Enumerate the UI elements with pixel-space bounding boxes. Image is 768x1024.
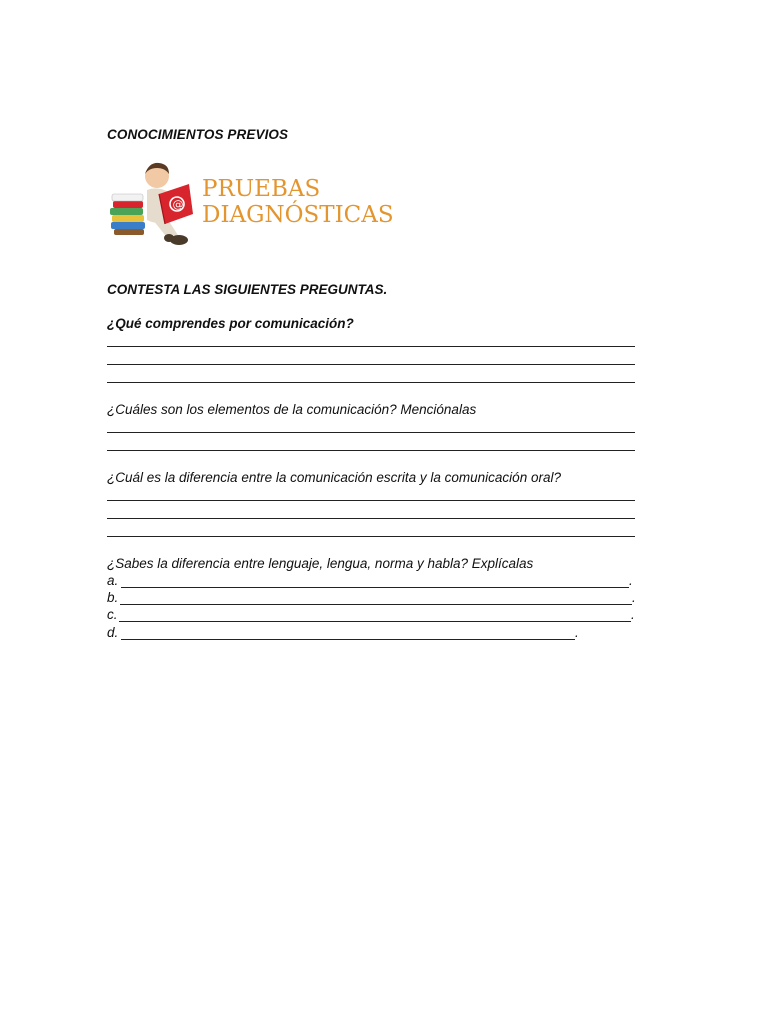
answer-line[interactable] <box>107 432 635 433</box>
option-answer-line[interactable] <box>121 587 629 588</box>
reading-child-icon <box>109 160 201 248</box>
question-4: ¿Sabes la diferencia entre lenguaje, lengua, norma y habla? Explícalas <box>107 556 534 571</box>
answer-line[interactable] <box>107 536 635 537</box>
svg-text:@: @ <box>172 198 184 211</box>
instruction-text: CONTESTA LAS SIGUIENTES PREGUNTAS. <box>107 282 388 297</box>
question-1: ¿Qué comprendes por comunicación? <box>107 316 354 331</box>
answer-line[interactable] <box>107 346 635 347</box>
question-2: ¿Cuáles son los elementos de la comunicación? Menciónalas <box>107 402 477 417</box>
logo-text <box>202 176 394 228</box>
option-a[interactable] <box>107 573 637 589</box>
option-answer-line[interactable] <box>120 604 632 605</box>
answer-line[interactable] <box>107 382 635 383</box>
section-heading: CONOCIMIENTOS PREVIOS <box>107 127 289 142</box>
option-label: d. <box>107 625 119 640</box>
option-label: b. <box>107 590 119 605</box>
logo-line-2: DIAGNÓSTICAS <box>202 202 394 228</box>
logo-line-1: PRUEBAS <box>202 176 321 202</box>
answer-line[interactable] <box>107 518 635 519</box>
option-b[interactable] <box>107 590 637 606</box>
answer-line[interactable] <box>107 364 635 365</box>
answer-line[interactable] <box>107 450 635 451</box>
option-c[interactable] <box>107 607 637 623</box>
option-end: . <box>631 607 635 622</box>
option-label: a. <box>107 573 119 588</box>
option-answer-line[interactable] <box>119 621 631 622</box>
pruebas-diagnosticas-logo <box>109 160 394 248</box>
question-3: ¿Cuál es la diferencia entre la comunicación escrita y la comunicación oral? <box>107 470 561 485</box>
option-end: . <box>575 625 579 640</box>
option-d[interactable] <box>107 625 637 641</box>
option-end: . <box>632 590 636 605</box>
option-end: . <box>629 573 633 588</box>
option-label: c. <box>107 607 118 622</box>
option-answer-line[interactable] <box>121 639 575 640</box>
answer-line[interactable] <box>107 500 635 501</box>
